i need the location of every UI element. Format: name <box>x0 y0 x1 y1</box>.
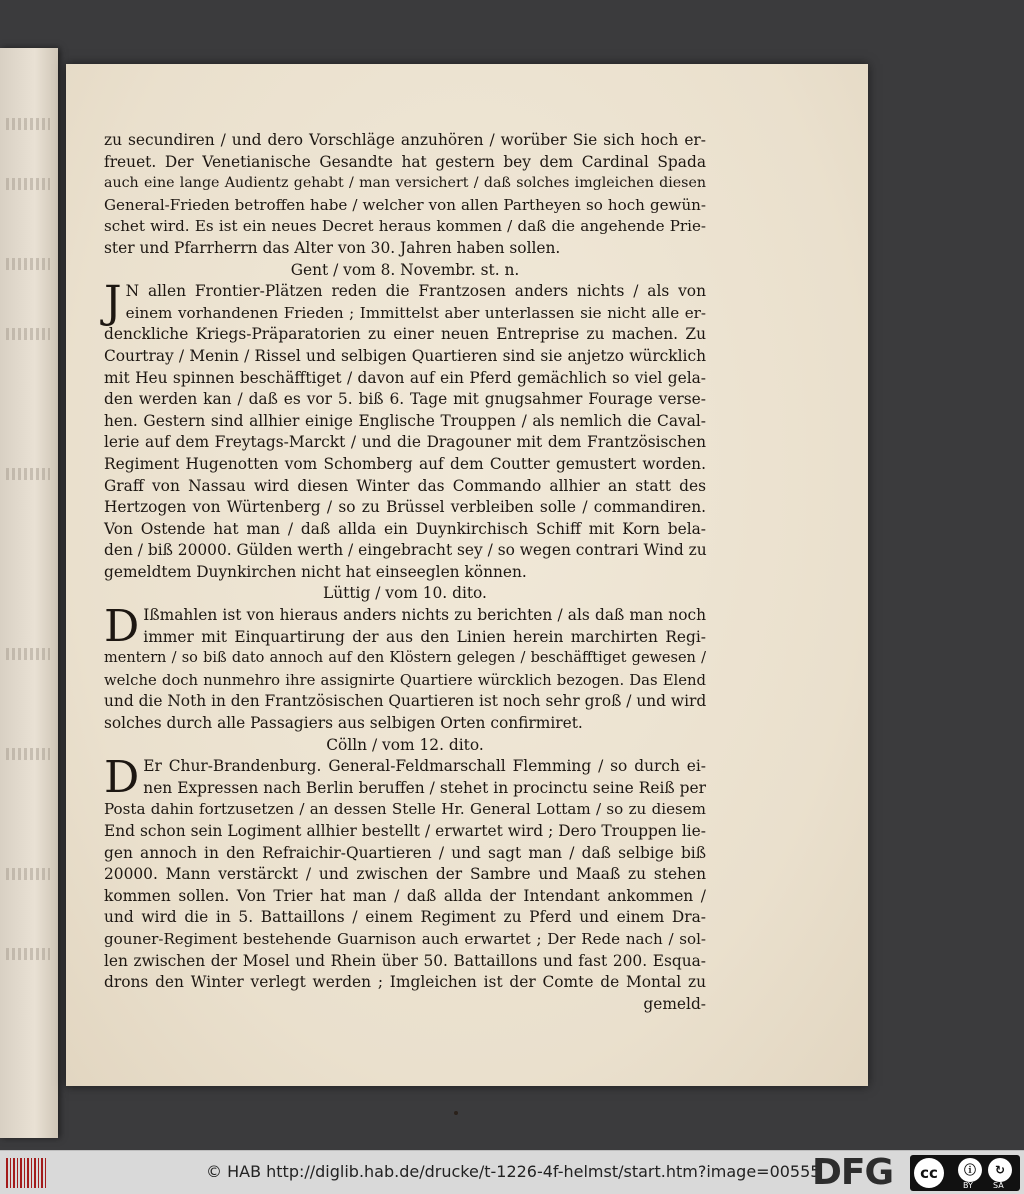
text-line: 20000. Mann verstärckt / und zwischen der Sambre und Maaß zu stehen <box>104 865 706 884</box>
barcode-icon <box>6 1158 46 1188</box>
text-line: einem vorhandenen Frieden ; Immittelst aber unterlassen sie nicht alle er- <box>125 303 706 322</box>
report-luettig <box>104 601 707 735</box>
text-line: den werden kan / daß es vor 5. biß 6. Tage mit gnugsahmer Fourage verse- <box>104 390 706 409</box>
text-line: gouner-Regiment bestehende Guarnison auch erwartet ; Der Rede nach / sol- <box>104 929 706 948</box>
text-line: nen Expressen nach Berlin beruffen / stehet in procinctu seine Reiß per <box>143 778 706 797</box>
text-line: zu secundiren / und dero Vorschläge anzuhören / worüber Sie sich hoch er- <box>104 131 706 149</box>
text-line: lerie auf dem Freytags-Marckt / und die Dragouner mit dem Frantzösischen <box>104 433 706 452</box>
dfg-logo[interactable]: DFG <box>812 1152 894 1193</box>
text-line: und die Noth in den Frantzösischen Quartieren ist noch sehr groß / und wird <box>104 692 707 711</box>
text-line: Courtray / Menin / Rissel und selbigen Quartieren sind sie anjetzo würcklich <box>104 346 706 365</box>
drop-cap-initial: D <box>104 752 140 804</box>
page-mark-dot <box>454 1111 458 1115</box>
text-line: drons den Winter verlegt werden ; Imgleichen ist der Comte de Montal zu <box>104 973 706 992</box>
text-line: ster und Pfarrherrn das Alter von 30. Jahren haben sollen. <box>104 238 561 257</box>
report-gent <box>104 277 707 583</box>
report-coelln <box>104 752 706 1015</box>
text-line: Er Chur-Brandenburg. General-Feldmarschall Flemming / so durch ei- <box>143 757 706 776</box>
text-line: gemeldtem Duynkirchen nicht hat einseeglen können. <box>104 562 527 581</box>
text-line: denckliche Kriegs-Präparatorien zu einer neuen Entreprise zu machen. Zu <box>104 325 706 344</box>
dateline-coelln: Cölln / vom 12. dito. <box>326 735 484 754</box>
catchword: gemeld- <box>643 994 706 1013</box>
text-line: auch eine lange Audientz gehabt / man versichert / daß solches imgleichen diesen <box>104 175 706 192</box>
text-line: mit Heu spinnen beschäfftiget / davon auf ein Pferd gemächlich so viel gela- <box>104 368 706 387</box>
text-line: Ißmahlen ist von hieraus anders nichts zu berichten / als daß man noch <box>143 606 706 625</box>
text-line: Graff von Nassau wird diesen Winter das Commando allhier an statt des <box>104 476 706 495</box>
text-line: schet wird. Es ist ein neues Decret heraus kommen / daß die angehende Prie- <box>104 217 706 236</box>
text-line: immer mit Einquartirung der aus den Linien herein marchirten Regi- <box>143 627 706 646</box>
text-line: General-Frieden betroffen habe / welcher von allen Partheyen so hoch gewün- <box>104 195 706 214</box>
drop-cap-initial: J <box>104 277 122 329</box>
text-line: Hertzogen von Würtenberg / so zu Brüssel verbleiben solle / commandiren. <box>104 498 706 517</box>
text-line: solches durch alle Passagiers aus selbigen Orten confirmiret. <box>104 714 583 733</box>
by-label: BY <box>963 1181 973 1190</box>
adjacent-page-edge <box>0 48 58 1138</box>
text-line: welche doch nunmehro ihre assignirte Quartiere würcklich bezogen. Das Elend <box>104 671 706 689</box>
text-line: freuet. Der Venetianische Gesandte hat gestern bey dem Cardinal Spada <box>104 152 706 171</box>
cc-icon: cc <box>914 1158 944 1188</box>
text-line: len zwischen der Mosel und Rhein über 50. Battaillons und fast 200. Esqua- <box>104 951 706 970</box>
text-line: Von Ostende hat man / daß allda ein Duynkirchisch Schiff mit Korn bela- <box>104 519 706 538</box>
text-line: den / biß 20000. Gülden werth / eingebracht sey / so wegen contrari Wind zu <box>104 541 707 560</box>
dateline-luettig: Lüttig / vom 10. dito. <box>323 584 487 603</box>
text-line: gen annoch in den Refraichir-Quartieren / und sagt man / daß selbige biß <box>104 843 706 862</box>
text-line: Posta dahin fortzusetzen / an dessen Stelle Hr. General Lottam / so zu diesem <box>104 800 706 819</box>
copyright-link[interactable]: © HAB http://diglib.hab.de/drucke/t-1226-4f-helmst/start.htm?image=00555 <box>206 1162 821 1181</box>
page-text <box>104 130 706 1015</box>
text-line: mentern / so biß dato annoch auf den Klöstern gelegen / beschäfftiget gewesen / <box>104 650 706 667</box>
text-line: kommen sollen. Von Trier hat man / daß allda der Intendant ankommen / <box>104 886 706 905</box>
footer-bar <box>0 1150 1024 1194</box>
by-icon: ⓘ <box>958 1158 982 1182</box>
dateline-gent: Gent / vom 8. Novembr. st. n. <box>290 260 520 279</box>
text-line: und wird die in 5. Battaillons / einem Regiment zu Pferd und einem Dra- <box>104 908 706 927</box>
intro-paragraph <box>104 130 706 260</box>
text-line: N allen Frontier-Plätzen reden die Frantzosen anders nichts / als von <box>125 282 706 301</box>
cc-license-badge[interactable] <box>910 1155 1020 1191</box>
drop-cap-initial: D <box>104 601 140 653</box>
text-line: hen. Gestern sind allhier einige Englische Trouppen / als nemlich die Caval- <box>104 411 706 430</box>
sa-icon: ↻ <box>988 1158 1012 1182</box>
text-line: Regiment Hugenotten vom Schomberg auf dem Coutter gemustert worden. <box>104 454 706 473</box>
text-line: End schon sein Logiment allhier bestellt / erwartet wird ; Dero Trouppen lie- <box>104 822 706 840</box>
sa-label: SA <box>993 1181 1004 1190</box>
